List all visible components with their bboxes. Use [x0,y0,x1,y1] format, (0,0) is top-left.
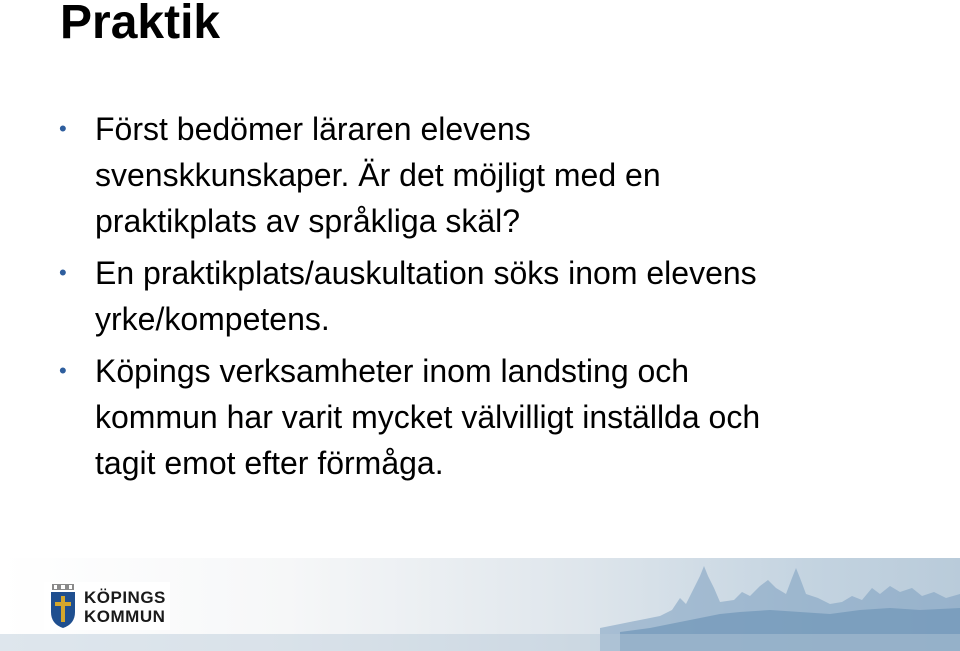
bullet-line: Köpings verksamheter inom landsting och [95,353,690,389]
logo-text-line: KÖPINGS [84,588,166,607]
bullet-line: En praktikplats/auskultation söks inom elevens [95,255,757,291]
bullet-line: Först bedömer läraren elevens [95,111,531,147]
bullet-item [58,348,918,486]
bullet-dot-icon: • [59,116,67,141]
coat-of-arms-icon [50,584,76,628]
bullet-line: yrke/kompetens. [95,301,330,337]
bullet-line: praktikplats av språkliga skäl? [95,203,521,239]
bullet-dot-icon: • [59,260,67,285]
bullet-item [58,250,918,342]
slide-title: Praktik [60,0,221,49]
bullet-line: svenskkunskaper. Är det möjligt med en [95,157,661,193]
koping-kommun-logo [44,582,170,630]
bullet-item [58,106,918,244]
logo-text-line: KOMMUN [84,607,166,626]
water-line [0,634,960,651]
bullet-line: tagit emot efter förmåga. [95,445,444,481]
bullet-dot-icon: • [59,358,67,383]
bullet-list [58,106,918,492]
bullet-line: kommun har varit mycket välvilligt inställda och [95,399,761,435]
